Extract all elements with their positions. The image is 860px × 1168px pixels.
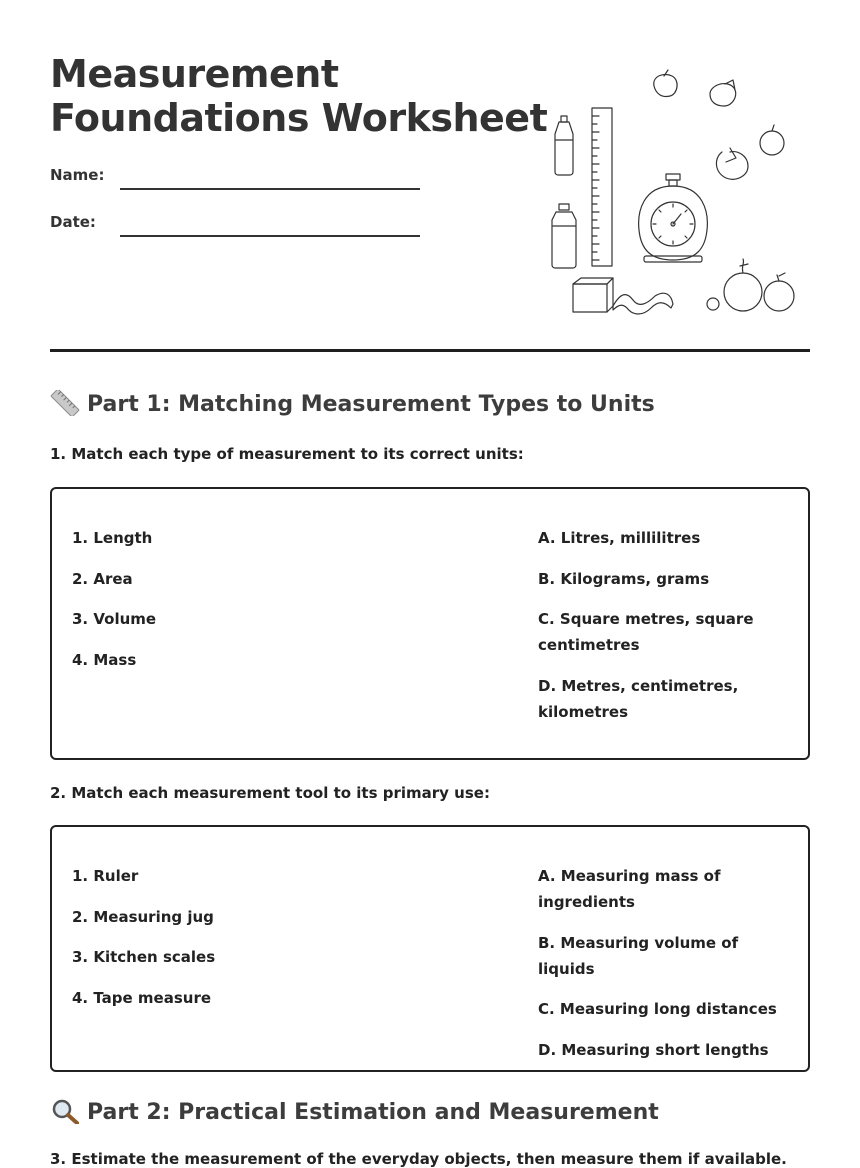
match-1-right-item: A. Litres, millilitres (538, 529, 701, 547)
bottle-icon (552, 204, 576, 268)
match-1-left-item: 1. Length (72, 529, 153, 547)
tape-measure-icon (613, 293, 673, 314)
part1-title-text: Part 1: Matching Measurement Types to Units (87, 392, 655, 417)
worksheet-header (50, 0, 810, 352)
part2-title (50, 1098, 659, 1127)
match-2-left-item: 2. Measuring jug (72, 907, 214, 926)
name-field[interactable] (50, 166, 420, 190)
question-2-prompt: 2. Match each measurement tool to its primary use: (50, 784, 490, 802)
date-line[interactable] (120, 235, 420, 237)
matching-box-2 (50, 825, 810, 1072)
match-2-left-item: 4. Tape measure (72, 988, 212, 1007)
matching-2-left-column (72, 863, 472, 1025)
match-2-left-item: 3. Kitchen scales (72, 948, 216, 966)
name-label: Name: (50, 166, 105, 184)
match-1-right-item: D. Metres, centimetres, kilometres (538, 676, 739, 721)
match-1-left-item: 2. Area (72, 569, 133, 588)
matching-1-left-column (72, 525, 472, 687)
match-2-right-item: A. Measuring mass of ingredients (538, 867, 721, 911)
match-2-right-item: D. Measuring short lengths (538, 1040, 769, 1059)
question-3-prompt: 3. Estimate the measurement of the everyday objects, then measure them if available. (50, 1150, 787, 1168)
question-1-prompt: 1. Match each type of measurement to its correct units: (50, 445, 524, 463)
match-2-right-item: B. Measuring volume of liquids (538, 933, 739, 978)
match-2-left-item: 1. Ruler (72, 867, 139, 885)
box-icon (573, 278, 613, 312)
fruit-icon (654, 70, 794, 311)
magnifier-icon (50, 1098, 80, 1124)
date-label: Date: (50, 213, 96, 231)
header-divider (50, 349, 810, 352)
date-field[interactable] (50, 213, 420, 237)
match-2-right-item: C. Measuring long distances (538, 1000, 777, 1018)
title-line-2: Foundations Worksheet (50, 96, 548, 140)
title-line-1: Measurement (50, 52, 339, 96)
page-title (50, 52, 547, 140)
match-1-left-item: 4. Mass (72, 650, 137, 669)
bottle-icon (555, 116, 573, 175)
measurement-tools-illustration (550, 66, 795, 320)
part2-title-text: Part 2: Practical Estimation and Measurement (87, 1100, 659, 1125)
part1-title (50, 390, 655, 419)
kitchen-scale-icon (639, 174, 708, 262)
name-line[interactable] (120, 188, 420, 190)
matching-2-right-column (538, 863, 788, 1077)
match-1-left-item: 3. Volume (72, 610, 157, 628)
ruler-icon (50, 390, 80, 416)
match-1-right-item: C. Square metres, square centimetres (538, 610, 754, 654)
match-1-right-item: B. Kilograms, grams (538, 569, 710, 588)
matching-1-right-column (538, 525, 788, 739)
matching-box-1 (50, 487, 810, 760)
ruler-icon (592, 108, 612, 266)
worksheet-page (50, 0, 810, 1168)
